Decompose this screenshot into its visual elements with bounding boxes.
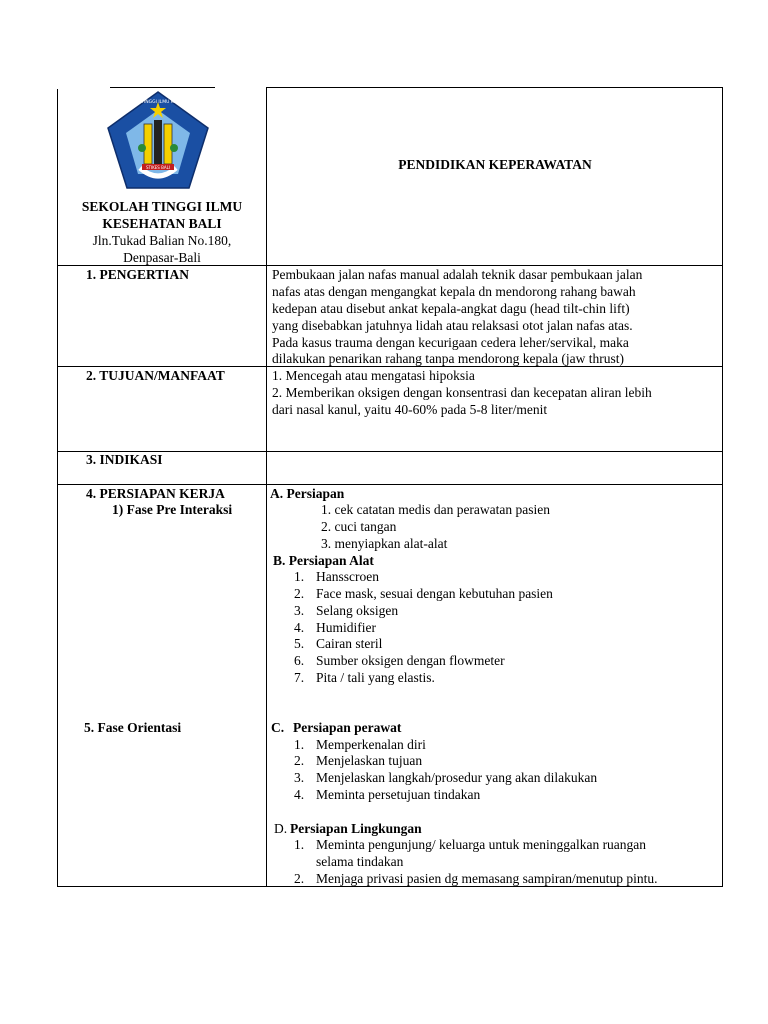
- perawat-item: Menjelaskan langkah/prosedur yang akan dilakukan: [316, 770, 598, 785]
- school-name-line1: SEKOLAH TINGGI ILMU: [81, 199, 243, 214]
- school-address-line1: Jln.Tukad Balian No.180,: [92, 233, 232, 248]
- document-title: PENDIDIKAN KEPERAWATAN: [398, 157, 592, 172]
- pengertian-line: kedepan atau disebut ankat kepala-angkat dagu (head tilt-chin lift): [272, 301, 630, 316]
- alat-item: Humidifier: [316, 620, 376, 635]
- tujuan-line: 2. Memberikan oksigen dengan konsentrasi dan kecepatan aliran lebih: [272, 385, 652, 400]
- persiapan-kerja-label: 4. PERSIAPAN KERJA: [86, 486, 225, 501]
- persiapan-alat-heading: B. Persiapan Alat: [273, 553, 374, 568]
- persiapan-lingkungan-prefix: D.: [274, 821, 288, 836]
- pengertian-label: 1. PENGERTIAN: [86, 267, 190, 282]
- tujuan-line: dari nasal kanul, yaitu 40-60% pada 5-8 liter/menit: [272, 402, 548, 417]
- persiapan-item: 1. cek catatan medis dan perawatan pasien: [321, 502, 551, 517]
- logo-ring-text: SEKOLAH TINGGI ILMU KESEHATAN: [118, 100, 198, 105]
- persiapan-perawat-heading: Persiapan perawat: [293, 720, 402, 735]
- tujuan-label: 2. TUJUAN/MANFAAT: [86, 368, 225, 383]
- alat-item: Face mask, sesuai dengan kebutuhan pasien: [316, 586, 553, 601]
- logo-banner-text: STIKES BALI: [145, 165, 171, 170]
- fase-orientasi-label: 5. Fase Orientasi: [84, 720, 182, 735]
- alat-item: Selang oksigen: [316, 603, 399, 618]
- school-name-line2: KESEHATAN BALI: [102, 216, 222, 231]
- table-border-right: [722, 87, 723, 887]
- persiapan-perawat-prefix: C.: [271, 720, 285, 735]
- perawat-item: Memperkenalan diri: [316, 737, 426, 752]
- persiapan-heading: A. Persiapan: [270, 486, 345, 501]
- indikasi-label: 3. INDIKASI: [86, 452, 163, 467]
- alat-item: Cairan steril: [316, 636, 383, 651]
- tujuan-line: 1. Mencegah atau mengatasi hipoksia: [272, 368, 475, 383]
- pengertian-line: Pada kasus trauma dengan kecurigaan cedera leher/servikal, maka: [272, 335, 629, 350]
- perawat-item: Meminta persetujuan tindakan: [316, 787, 481, 802]
- stikes-bali-logo: [104, 88, 212, 192]
- alat-item: Sumber oksigen dengan flowmeter: [316, 653, 505, 668]
- pengertian-line: Pembukaan jalan nafas manual adalah teknik dasar pembukaan jalan: [272, 267, 643, 282]
- alat-item: Pita / tali yang elastis.: [316, 670, 435, 685]
- school-address-line2: Denpasar-Bali: [123, 250, 201, 265]
- lingkungan-item: Menjaga privasi pasien dg memasang sampiran/menutup pintu.: [316, 871, 658, 886]
- pengertian-line: yang disebabkan jatuhnya lidah atau relaksasi otot jalan nafas atas.: [272, 318, 633, 333]
- perawat-item: Menjelaskan tujuan: [316, 753, 423, 768]
- persiapan-lingkungan-heading: Persiapan Lingkungan: [290, 821, 422, 836]
- pengertian-line: nafas atas dengan mengangkat kepala dn mendorong rahang bawah: [272, 284, 636, 299]
- persiapan-item: 3. menyiapkan alat-alat: [321, 536, 448, 551]
- lingkungan-item: Meminta pengunjung/ keluarga untuk meninggalkan ruangan: [316, 837, 647, 852]
- persiapan-item: 2. cuci tangan: [321, 519, 397, 534]
- lingkungan-item-continuation: selama tindakan: [316, 854, 404, 869]
- fase-pre-interaksi-label: 1) Fase Pre Interaksi: [112, 502, 233, 517]
- alat-item: Hansscroen: [316, 569, 379, 584]
- pengertian-line: dilakukan penarikan rahang tanpa mendorong kepala (jaw thrust): [272, 351, 624, 366]
